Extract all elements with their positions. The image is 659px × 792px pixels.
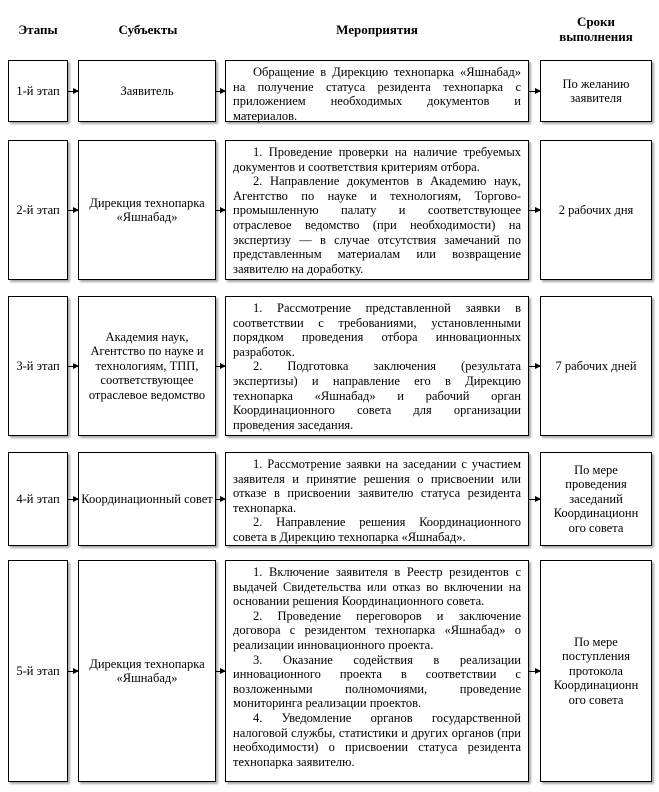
actions-2-box (225, 140, 529, 280)
arrow-stage-3 (68, 366, 78, 367)
action-5-1: 1. Включение заявителя в Реестр резидентов с выдачей Свидетельства или отказ во включении на основании решения Координационного совета. (233, 565, 521, 609)
header-stages: Этапы (18, 22, 58, 37)
actions-3-box (225, 296, 529, 436)
arrow-actions-2 (529, 210, 540, 211)
arrow-actions-1 (529, 91, 540, 92)
stage-5-box: 5-й этап (8, 560, 68, 782)
subject-2-box: Дирекция технопарка «Яшнабад» (78, 140, 216, 280)
arrow-actions-5 (529, 671, 540, 672)
arrow-actions-4 (529, 499, 540, 500)
action-1-1: Обращение в Дирекцию технопарка «Яшнабад» на получение статуса резидента технопарка с приложением необходимых документов и материалов. (233, 65, 521, 123)
action-5-3: 3. Оказание содействия в реализации инновационного проекта в соответствии с возложенными полномочиями, проведение мониторинга реализации проектов. (233, 652, 521, 711)
subject-4-box: Координационный совет (78, 452, 216, 546)
stage-3-box: 3-й этап (8, 296, 68, 436)
arrow-actions-3 (529, 366, 540, 367)
subject-5-box: Дирекция технопарка «Яшнабад» (78, 560, 216, 782)
header-terms: Сроки выполнения (559, 14, 633, 44)
term-3-box: 7 рабочих дней (540, 296, 652, 436)
actions-4-box (225, 452, 529, 546)
header-actions: Мероприятия (336, 22, 418, 37)
arrow-subject-2 (216, 210, 225, 211)
arrow-subject-4 (216, 499, 225, 500)
action-4-2: 2. Направление решения Координационного совета в Дирекцию технопарка «Яшнабад». (233, 515, 521, 544)
term-4-box: По мере проведения заседаний Координационн ого совета (540, 452, 652, 546)
action-2-1: 1. Проведение проверки на наличие требуемых документов и соответствия критериям отбора. (233, 145, 521, 174)
action-4-1: 1. Рассмотрение заявки на заседании с участием заявителя и принятие решения о присвоении или отказе в присвоении заявителю статуса резидента технопарка. (233, 457, 521, 515)
term-2-box: 2 рабочих дня (540, 140, 652, 280)
subject-1-box: Заявитель (78, 60, 216, 122)
actions-5-box (225, 560, 529, 782)
stage-1-box: 1-й этап (8, 60, 68, 122)
action-5-2: 2. Проведение переговоров и заключение договора с резидентом технопарка «Яшнабад» о реализации инновационного проекта. (233, 608, 521, 652)
arrow-subject-5 (216, 671, 225, 672)
term-5-box: По мере поступления протокола Координационн ого совета (540, 560, 652, 782)
arrow-stage-1 (68, 91, 78, 92)
term-1-box: По желанию заявителя (540, 60, 652, 122)
action-5-4: 4. Уведомление органов государственной налоговой службы, статистики и других органов (при необходимости) о присвоении статуса резидента технопарка заявителю. (233, 710, 521, 769)
stage-2-box: 2-й этап (8, 140, 68, 280)
arrow-subject-1 (216, 91, 225, 92)
action-3-1: 1. Рассмотрение представленной заявки в соответствии с требованиями, установленными порядком проведения отбора инновационных разработок. (233, 301, 521, 359)
arrow-stage-4 (68, 499, 78, 500)
arrow-subject-3 (216, 366, 225, 367)
subject-3-box: Академия наук, Агентство по науке и технологиям, ТПП, соответствующее отраслевое ведомство (78, 296, 216, 436)
stage-4-box: 4-й этап (8, 452, 68, 546)
actions-1-box (225, 60, 529, 122)
action-2-2: 2. Направление документов в Академию наук, Агентство по науке и технологиям, Торгово-промышленную палату и соответствующее отраслевое ведомство (при необходимости) на экспертизу — в случае отсутствия замечаний по представленным материалам или возвращение заявителю на доработку. (233, 174, 521, 276)
header-subjects: Субъекты (118, 22, 178, 37)
arrow-stage-5 (68, 671, 78, 672)
arrow-stage-2 (68, 210, 78, 211)
action-3-2: 2. Подготовка заключения (результата экспертизы) и направление его в Дирекцию технопарка «Яшнабад» и рабочий орган Координационного совета для организации проведения заседания. (233, 359, 521, 432)
